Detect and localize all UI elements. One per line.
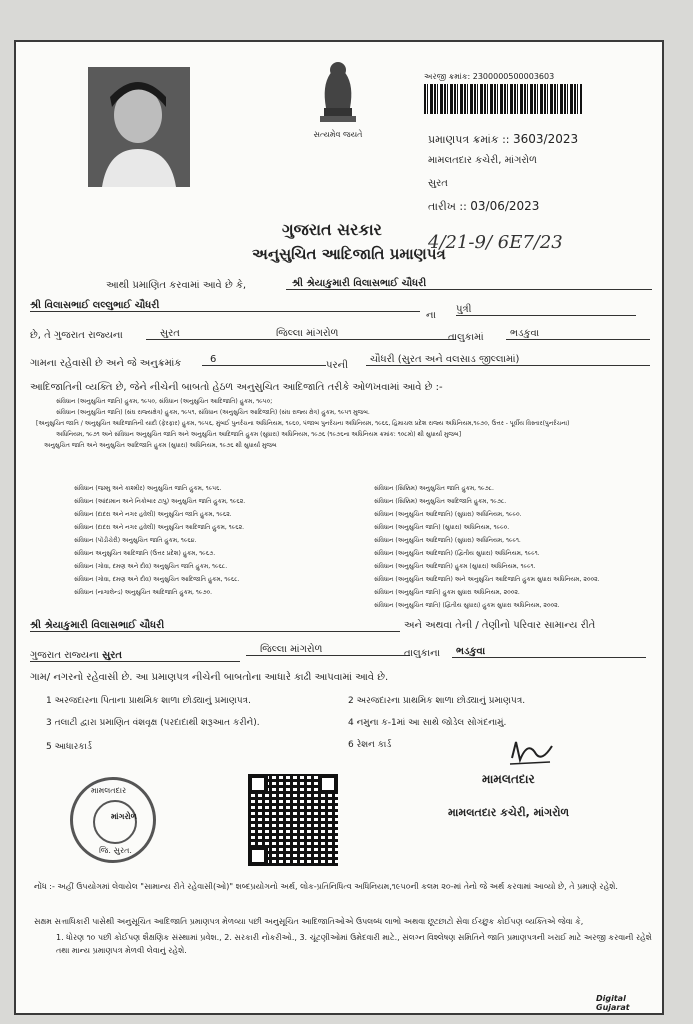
document-item: 4 નમુના ક-1માં આ સાથે જોડેલ સોગંદનામું.: [348, 718, 507, 728]
order-item: સંવિધાન (અનુસુચિત આદિજાતિ) હુકમ (સુધારા) અધિનિયમ, ૧૯૯૧.: [374, 563, 536, 570]
emblem-motto: સત્યમેવ જયતે: [313, 130, 363, 139]
village-prefix: ગામના રહેવાસી છે અને જે અનુક્રમાંક: [30, 358, 182, 369]
certificate-sheet: [14, 40, 664, 1015]
district-label: જિલ્લા: [276, 328, 303, 339]
order-item: સંવિધાન (અનુસુચિત જાતિ) (દ્વિતીય સુધારા) હુકમ સુધારા અધિનિયમ, ૨૦૦૨.: [374, 602, 560, 609]
state-prefix: છે, તે ગુજરાત રાજ્યના: [30, 330, 123, 341]
order-item: સંવિધાન (અનુસુચિત આદિજાતિ) અને અનુસુચિત આદિજાતિ હુકમ સુધારા અધિનિયમ, ૨૦૦૨.: [374, 576, 600, 583]
family-suffix: અને અથવા તેની / તેણીનો પરિવાર સામાન્ય રીતે: [404, 620, 596, 631]
seal-mid-text: માંગરોળ: [111, 812, 137, 821]
order-item: સંવિધાન (અનુસુચિત જાતિ) (સુધારા) અધિનિયમ, ૧૯૯૦.: [374, 524, 510, 531]
order-item: સંવિધાન (ગોવા, દમણ અને દીવ) અનુસુચિત જાતિ હુકમ, ૧૯૬૮.: [74, 563, 228, 570]
note-1: નોંધ :- અહીં ઉપયોગમાં લેવાયેલ "સામાન્ય રીતે રહેવાસી(ઓ)" શબ્દપ્રયોગનો અર્થ, લોક-પ્રતિનિધિત્વ અધિનિયમ,૧૯૫૦ની કલમ ૨૦-માં તેનો જે અર્થ કરવામાં આવ્યો છે, તે પ્રમાણે રહેશે.: [34, 882, 618, 891]
taluka-value: માંગરોળ: [306, 328, 339, 339]
issuing-office: મામલતદાર કચેરી, માંગરોળ: [428, 155, 537, 166]
cert-title: અનુસુચિત આદિજાતિ પ્રમાણપત્ર: [252, 245, 446, 263]
date-label: તારીખ ::: [428, 200, 467, 213]
order-item: સંવિધાન (સિક્કિમ) અનુસુચિત આદિજાતિ હુકમ, ૧૯૭૮.: [374, 498, 507, 505]
family-city: સુરત: [102, 650, 123, 661]
district-row: [262, 328, 456, 340]
order-item: સંવિધાન (અનુસુચિત આદિજાતિ) (સુધારા) અધિનિયમ, ૧૯૯૧.: [374, 537, 521, 544]
seal-top-text: મામલતદાર: [91, 786, 127, 795]
order-item: સંવિધાન (દાદરા અને નગર હવેલી) અનુસુચિત આદિજાતિ હુકમ, ૧૯૬૨.: [74, 524, 245, 531]
family-district: માંગરોળ: [290, 644, 323, 655]
document-item: 1 અરજદારના પિતાના પ્રાથમિક શાળા છોડ્યાનું પ્રમાણપત્ર.: [46, 696, 251, 706]
note-2: સક્ષમ સત્તાધિકારી પાસેથી અનુસૂચિત આદિજાતિ પ્રમાણપત્ર મેળવ્યા પછી અનુસૂચિત આદિજાતિઓએ ઉપલબ્ધ લાભો અથવા છૂટછાટો સેવા ઈચ્છુક કોઈપણ વ્યક્તિએ જેવા કે,: [34, 917, 584, 926]
document-item: 3 તલાટી દ્વારા પ્રમાણિત વંશવૃક્ષ (પરદાદાથી શરૂઆત કરીને).: [46, 718, 260, 728]
qr-corner: [248, 846, 268, 866]
order-item: સંવિધાન (દાદરા અને નગર હવેલી) અનુસુચિત જાતિ હુકમ, ૧૯૬૨.: [74, 511, 232, 518]
orders-right-list: [374, 482, 654, 612]
signatory-office: મામલતદાર કચેરી, માંગરોળ: [448, 806, 570, 819]
applicant-photo: [88, 67, 190, 187]
seal-bottom-text: જિ. સુરત.: [99, 846, 132, 855]
order-item: સંવિધાન (નાગાલેન્ડ) અનુસુચિત આદિજાતિ હુકમ, ૧૯૭૦.: [74, 589, 213, 596]
family-village: ભડકુવા: [452, 646, 646, 658]
taluka-label: તાલુકામાં: [448, 332, 484, 343]
document-item: 2 અરજદારના પ્રાથમિક શાળા છોડ્યાનું પ્રમાણપત્ર.: [348, 696, 526, 706]
signature-mark: [506, 736, 556, 774]
basis-statement: ગામ/ નગરનો રહેવાસી છે. આ પ્રમાણપત્ર નીચેની બાબતોના આધારે કાઢી આપવામાં આવે છે.: [30, 672, 389, 683]
footer-brand: Digital Gujarat: [596, 994, 630, 1012]
barcode: [424, 84, 582, 114]
district-city: સુરત: [146, 328, 270, 340]
order-item: અનુસુચિત જાતિ અને અનુસુચિત આદિજાતિ હુકમ (સુધારા) અધિનિયમ, ૧૯૭૬ થી સુધાર્યા મુજબ: [44, 442, 277, 449]
signatory-title: મામલતદાર: [482, 772, 535, 786]
family-district-label: જિલ્લા: [260, 644, 287, 655]
order-item: સંવિધાન (પોંડીચેરી) અનુસુચિત જાતિ હુકમ, ૧૯૬૪.: [74, 537, 197, 544]
document-item: 6 રેશન કાર્ડ: [348, 740, 392, 750]
cert-no: 3603/2023: [513, 132, 579, 146]
tribe-prefix: પરની: [326, 360, 348, 371]
order-item: સંવિધાન (અનુસુચિત જાતિ) હુકમ, ૧૯૫૦, સંવિધાન (અનુસુચિત આદિજાતિ) હુકમ, ૧૯૫૦;: [56, 398, 273, 405]
orders-top-list: [36, 396, 656, 451]
family-state-prefix: ગુજરાત રાજ્યના: [30, 650, 99, 661]
qr-corner: [248, 774, 268, 794]
official-seal: [70, 777, 156, 863]
declaration: આદિજાતિની વ્યક્તિ છે, જેને નીચેની બાબતો હેઠળ અનુસુચિત આદિજાતિ તરીકે ઓળખવામાં આવે છે :-: [30, 382, 443, 393]
order-item: સંવિધાન (અનુસુચિત આદિજાતિ) (દ્વિતીય સુધારા) અધિનિયમ, ૧૯૯૧.: [374, 550, 540, 557]
family-taluka-label: તાલુકાના: [404, 648, 441, 659]
serial-number: 6: [202, 354, 326, 366]
order-item: સંવિધાન અનુસુચિત આદિજાતિ (ઉત્તર પ્રદેશ) હુકમ, ૧૯૬૭.: [74, 550, 216, 557]
form-number: અરજી ક્રમાંક: 2300000500003603: [424, 72, 555, 81]
tribe-name: ચૌધરી (સુરત અને વલસાડ જીલ્લામાં): [366, 354, 650, 366]
date-row: [428, 199, 539, 214]
handwritten-number: 4/21-9/ 6E7/23: [428, 232, 563, 253]
cert-no-label: પ્રમાણપત્ર ક્રમાંક ::: [428, 133, 510, 146]
order-item: સંવિધાન (ગોવા, દમણ અને દીવ) અનુસુચિત આદિજાતિ હુકમ, ૧૯૬૮.: [74, 576, 240, 583]
order-item: સંવિધાન (જમ્મુ અને કાશ્મીર) અનુસુચિત જાતિ હુકમ, ૧૯૫૬.: [74, 485, 222, 492]
qr-code: [248, 774, 338, 866]
family-district-row: [246, 644, 410, 656]
cert-no-row: [428, 132, 578, 147]
order-item: સંવિધાન (અનુસુચિત આદિજાતિ) (સુધારા) અધિનિયમ, ૧૯૯૦.: [374, 511, 522, 518]
document-item: 5 આધારકાર્ડ: [46, 742, 92, 752]
certify-prefix: આથી પ્રમાણિત કરવામાં આવે છે કે,: [106, 280, 247, 291]
order-item: સંવિધાન (સિક્કિમ) અનુસુચિત જાતિ હુકમ, ૧૯૭૮.: [374, 485, 494, 492]
note-3: 1. ધોરણ ૧૦ પછી કોઈપણ શૈક્ષણિક સંસ્થામાં પ્રવેશ., 2. સરકારી નોકરીઓ., 3. ચૂંટણીઓમાં ઉમેદવારી માટે., સંલગ્ન વિશ્લેષણ સમિતિને જાતિ પ્રમાણપત્રની ખરાઈ માટે અરજી કરવાની રહેશે તથા માન્ય પ્રમાણપત્ર મેળવી લેવાનું રહેશે.: [56, 933, 652, 955]
issuing-city: સુરત: [428, 178, 448, 189]
relation-label: ના: [426, 310, 436, 321]
order-item: અધિનિયમ, ૧૯૭૧ અને સંવિધાન અનુસુચિત જાતિ અને અનુસુચિત આદિજાતિ હુકમ (સુધારા) અધિનિયમ, ૧૯૭૬ (૧૯૭૬ના અધિનિયમ ક્રમાંક: ૧૦૮મો) થી સુધાર્યા મુજબ]: [56, 431, 462, 438]
order-item: સંવિધાન (અનુસુચિત જાતિ) (સંઘ રાજ્યક્ષેત્ર) હુકમ, ૧૯૫૧, સંવિધાન (અનુસુચિત આદિજાતિ) (સંઘ રાજ્ય ક્ષેત્ર) હુકમ, ૧૯૫૧ મુજબ.: [56, 409, 370, 416]
gov-title: ગુજરાત સરકાર: [282, 220, 382, 239]
family-member-name: શ્રી શ્રેયાકુમારી વિલાસભાઈ ચૌધરી: [30, 620, 400, 632]
qr-corner: [318, 774, 338, 794]
order-item: [અનુસુચિત જાતિ / અનુસુચિત આદિજાતિની યાદી (ફેરફાર) હુકમ, ૧૯૫૬, મુંબઈ પુનર્રચના અધિનિયમ, ૧૯૬૦, પંજાબ પુનર્રચના અધિનિયમ, ૧૯૬૬, હિમાચલ પ્રદેશ રાજ્ય અધિનિયમ,૧૯૭૦, ઉત્તર - પૂર્વીય વિસ્તાર(પુનર્રચના): [36, 420, 570, 427]
father-name: શ્રી વિલાસભાઈ લલ્લુભાઈ ચૌધરી: [30, 300, 420, 312]
order-item: સંવિધાન (અનુસુચિત જાતિ) હુકમ સુધારા અધિનિયમ, ૨૦૦૨.: [374, 589, 520, 596]
order-item: સંવિધાન (આંદામાન અને નિકોબાર ટાપુ) અનુસુચિત જાતિ હુકમ, ૧૯૬૨.: [74, 498, 246, 505]
village-name: ભડકુવા: [506, 328, 650, 340]
applicant-name: શ્રી શ્રેયાકુમારી વિલાસભાઈ ચૌધરી: [286, 278, 652, 290]
orders-left-list: [74, 482, 364, 599]
relation: પુત્રી: [456, 304, 636, 316]
state-emblem-icon: [306, 56, 370, 140]
seal-center: [93, 800, 137, 844]
family-state-row: [30, 650, 240, 662]
issue-date: 03/06/2023: [470, 199, 540, 213]
